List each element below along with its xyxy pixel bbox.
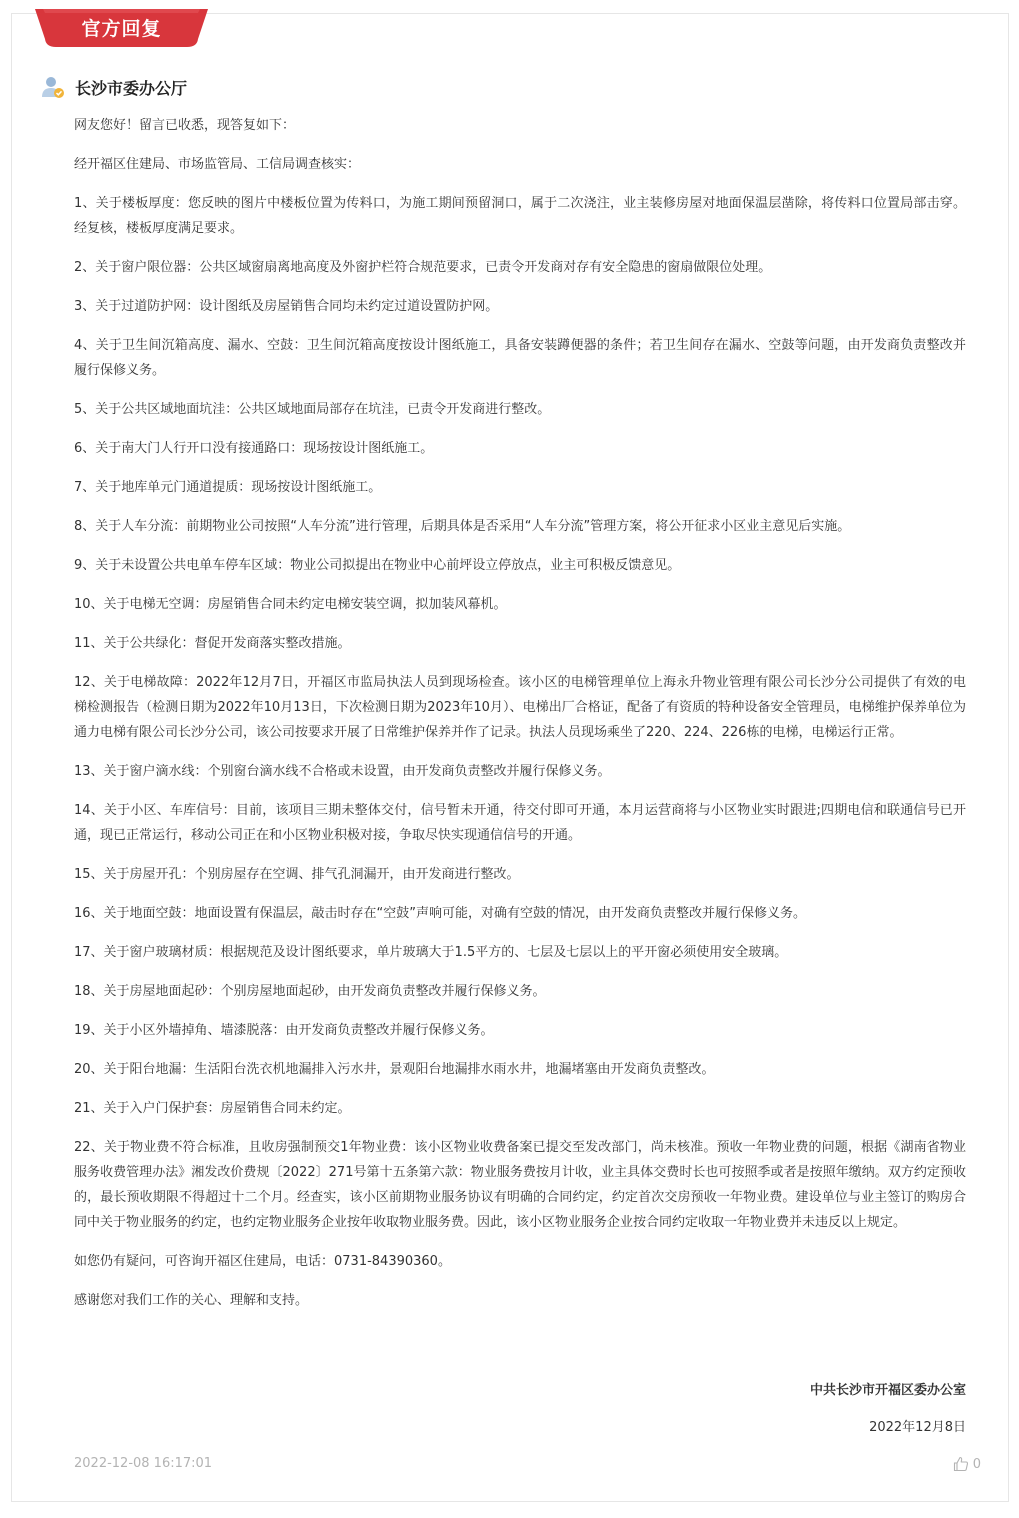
reply-content [74, 113, 966, 1327]
reply-paragraph: 2、关于窗户限位器：公共区域窗扇离地高度及外窗护栏符合规范要求，已责令开发商对存有安全隐患的窗扇做限位处理。 [74, 260, 772, 275]
reply-paragraph: 19、关于小区外墙掉角、墙漆脱落：由开发商负责整改并履行保修义务。 [74, 1023, 494, 1038]
reply-paragraph: 14、关于小区、车库信号：目前，该项目三期未整体交付，信号暂未开通，待交付即可开通，本月运营商将与小区物业实时跟进;四期电信和联通信号已开通，现已正常运行，移动公司正在和小区物业积极对接，争取尽快实现通信信号的开通。 [74, 803, 966, 843]
user-verified-icon [41, 75, 65, 99]
reply-paragraph: 6、关于南大门人行开口没有接通路口：现场按设计图纸施工。 [74, 441, 434, 456]
reply-paragraph: 3、关于过道防护网：设计图纸及房屋销售合同均未约定过道设置防护网。 [74, 299, 499, 314]
reply-paragraph: 8、关于人车分流：前期物业公司按照“人车分流”进行管理，后期具体是否采用“人车分流”管理方案，将公开征求小区业主意见后实施。 [74, 519, 851, 534]
reply-paragraph: 18、关于房屋地面起砂：个别房屋地面起砂，由开发商负责整改并履行保修义务。 [74, 984, 546, 999]
reply-paragraph: 5、关于公共区域地面坑洼：公共区域地面局部存在坑洼，已责令开发商进行整改。 [74, 402, 551, 417]
reply-paragraph: 网友您好！留言已收悉，现答复如下： [74, 118, 296, 133]
reply-paragraph: 17、关于窗户玻璃材质：根据规范及设计图纸要求，单片玻璃大于1.5平方的、七层及七层以上的平开窗必须使用安全玻璃。 [74, 945, 788, 960]
reply-paragraph: 11、关于公共绿化：督促开发商落实整改措施。 [74, 636, 351, 651]
reply-paragraph: 1、关于楼板厚度：您反映的图片中楼板位置为传料口，为施工期间预留洞口，属于二次浇注，业主装修房屋对地面保温层凿除，将传料口位置局部击穿。经复核，楼板厚度满足要求。 [74, 196, 966, 236]
like-count: 0 [972, 1456, 981, 1472]
reply-paragraph: 21、关于入户门保护套：房屋销售合同未约定。 [74, 1101, 351, 1116]
reply-paragraph: 9、关于未设置公共电单车停车区域：物业公司拟提出在物业中心前坪设立停放点，业主可积极反馈意见。 [74, 558, 681, 573]
like-button[interactable] [953, 1452, 981, 1476]
reply-paragraph: 10、关于电梯无空调：房屋销售合同未约定电梯安装空调，拟加装风幕机。 [74, 597, 507, 612]
reply-paragraph: 20、关于阳台地漏：生活阳台洗衣机地漏排入污水井，景观阳台地漏排水雨水井，地漏堵塞由开发商负责整改。 [74, 1062, 715, 1077]
reply-paragraph: 如您仍有疑问，可咨询开福区住建局，电话：0731-84390360。 [74, 1254, 451, 1269]
author-name: 长沙市委办公厅 [75, 78, 188, 98]
reply-paragraph: 7、关于地库单元门通道提质：现场按设计图纸施工。 [74, 480, 382, 495]
reply-paragraph: 4、关于卫生间沉箱高度、漏水、空鼓：卫生间沉箱高度按设计图纸施工，具备安装蹲便器的条件；若卫生间存在漏水、空鼓等问题，由开发商负责整改并履行保修义务。 [74, 338, 966, 378]
reply-paragraph: 15、关于房屋开孔：个别房屋存在空调、排气孔洞漏开，由开发商进行整改。 [74, 867, 520, 882]
reply-paragraph: 22、关于物业费不符合标准，且收房强制预交1年物业费：该小区物业收费备案已提交至发改部门，尚未核准。预收一年物业费的问题，根据《湖南省物业服务收费管理办法》湘发改价费规〔2022〕271号第十五条第六款：物业服务费按月计收，业主具体交费时长也可按照季或者是按照年缴纳。双方约定预收的，最长预收期限不得超过十二个月。经查实，该小区前期物业服务协议有明确的合同约定，约定首次交房预收一年物业费。建设单位与业主签订的购房合同中关于物业服务的约定，也约定物业服务企业按年收取物业服务费。因此，该小区物业服务企业按合同约定收取一年物业费并未违反以上规定。 [74, 1140, 966, 1230]
signature-date: 2022年12月8日 [869, 1420, 966, 1435]
reply-paragraph: 16、关于地面空鼓：地面设置有保温层，敲击时存在“空鼓”声响可能，对确有空鼓的情况，由开发商负责整改并履行保修义务。 [74, 906, 807, 921]
official-reply-badge [35, 9, 208, 47]
badge-label: 官方回复 [81, 18, 162, 40]
author-row [41, 74, 187, 100]
reply-paragraph: 感谢您对我们工作的关心、理解和支持。 [74, 1293, 309, 1308]
thumbs-up-icon [953, 1456, 969, 1472]
reply-paragraph: 经开福区住建局、市场监管局、工信局调查核实： [74, 157, 361, 172]
reply-paragraph: 13、关于窗户滴水线：个别窗台滴水线不合格或未设置，由开发商负责整改并履行保修义务。 [74, 764, 611, 779]
reply-timestamp: 2022-12-08 16:17:01 [74, 1456, 213, 1471]
reply-paragraph: 12、关于电梯故障：2022年12月7日，开福区市监局执法人员到现场检查。该小区的电梯管理单位上海永升物业管理有限公司长沙分公司提供了有效的电梯检测报告（检测日期为2022年10月13日，下次检测日期为2023年10月）、电梯出厂合格证，配备了有资质的特种设备安全管理员，电梯维护保养单位为通力电梯有限公司长沙分公司，该公司按要求开展了日常维护保养并作了记录。执法人员现场乘坐了220、224、226栋的电梯，电梯运行正常。 [74, 675, 966, 740]
signature-organization: 中共长沙市开福区委办公室 [809, 1383, 966, 1398]
